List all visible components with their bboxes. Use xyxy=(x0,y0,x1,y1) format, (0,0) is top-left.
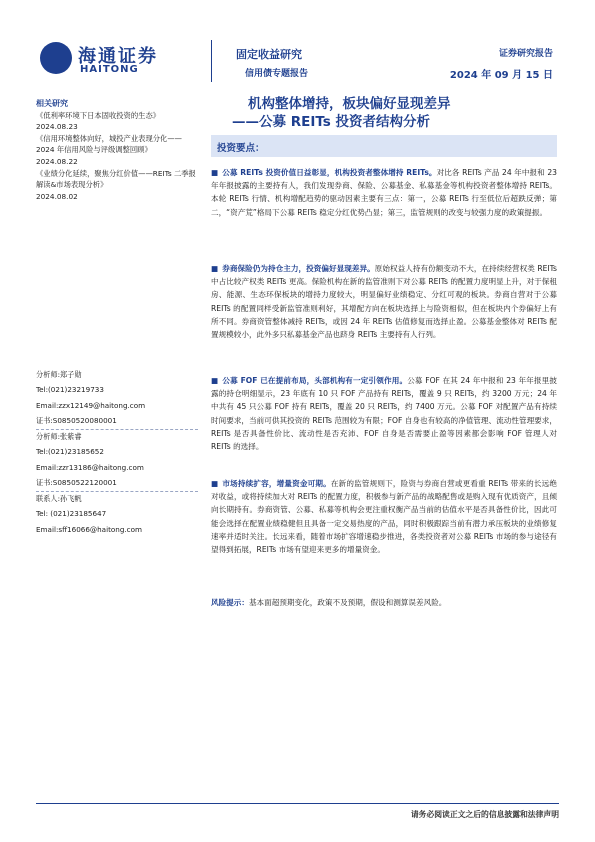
report-title: 机构整体增持，板块偏好显现差异 xyxy=(248,96,451,112)
key-points-label: 投资要点： xyxy=(217,143,265,154)
risk-text: 基本面超预期变化，政策不及预期，假设和测算误差风险。 xyxy=(248,598,447,607)
related-research xyxy=(36,98,198,202)
related-item-title: 《业绩分化延续，聚焦分红价值——REITs 二季报解读&市场表现分析》 xyxy=(36,168,196,190)
footer-rule xyxy=(36,803,559,804)
logo-name-en: HAITONG xyxy=(80,64,139,75)
analyst-block xyxy=(36,429,198,491)
analyst-email[interactable]: Email:zzr13186@haitong.com xyxy=(36,462,144,472)
logo-name-cn: 海通证券 xyxy=(78,46,158,67)
related-item-title: 《低利率环境下日本固收投资的生态》 xyxy=(36,110,161,120)
report-subcategory: 信用债专题报告 xyxy=(245,69,309,79)
related-item-date: 2024.08.22 xyxy=(36,156,78,166)
related-item[interactable] xyxy=(36,168,198,203)
related-research-heading: 相关研究 xyxy=(36,99,68,108)
analyst-email[interactable]: Email:zzx12149@haitong.com xyxy=(36,400,146,410)
related-item[interactable] xyxy=(36,110,198,133)
report-category: 固定收益研究 xyxy=(236,48,302,61)
key-point-paragraph xyxy=(211,374,557,453)
report-type: 证券研究报告 xyxy=(498,49,553,59)
analyst-block xyxy=(36,367,198,429)
analyst-cert: 证书:S0850522120001 xyxy=(36,478,117,488)
risk-label: 风险提示： xyxy=(211,598,249,607)
report-date: 2024 年 09 月 15 日 xyxy=(449,70,553,81)
bullet-icon: ■ xyxy=(211,376,219,385)
bullet-icon: ■ xyxy=(211,479,219,488)
related-item-date: 2024.08.02 xyxy=(36,191,78,201)
analyst-name: 分析师:郑子勋 xyxy=(36,370,82,379)
footer-disclaimer: 请务必阅读正文之后的信息披露和法律声明 xyxy=(410,810,559,819)
analyst-block xyxy=(36,491,198,537)
related-item-date: 2024.08.23 xyxy=(36,122,78,132)
analyst-tel: Tel:(021)23219733 xyxy=(36,385,104,395)
analyst-email[interactable]: Email:sff16066@haitong.com xyxy=(36,524,143,534)
related-item-title: 《信用环境整体向好，城投产业表现分化——2024 年信用风险与评级调整回顾》 xyxy=(36,133,182,155)
analyst-tel: Tel:(021)23185652 xyxy=(36,447,104,457)
bullet-icon: ■ xyxy=(211,264,219,273)
key-point-lead: 市场持续扩容，增量资金可期。 xyxy=(222,479,331,488)
risk-warning xyxy=(211,597,446,608)
key-point-text: 原始权益人持有份额变动不大，在持续经营权类 REITs 中占比较产权类 REITs 更高。保险机构在新的监管准则下对公募 REITs 的配置力度明显上升，对于保租房、能源、生态环保板块的增持力度较大，明显偏好业绩稳定、分红可观的板块。券商自营对于公募 REITs 的配置同样受新监管准则利好，其增配方向在板块选择上与险资相似，但在板块内个券偏好上有所不同。券商资管整体减持 REITs，或因 24 年 REITs 估值修复而选择止盈。公募基金整体对 REITs 配置规模较小，此外多只私募基金产品也跻身 REITs 主要持有人行列。 xyxy=(211,264,558,340)
analyst-cert: 证书:S0850520080001 xyxy=(36,416,117,426)
analyst-tel: Tel: (021)23185647 xyxy=(36,509,107,519)
key-point-paragraph xyxy=(211,166,557,219)
analyst-name: 分析师:张紫睿 xyxy=(36,432,82,441)
key-point-paragraph xyxy=(211,262,557,341)
key-point-lead: 公募 FOF 已在提前布局，头部机构有一定引领作用。 xyxy=(222,376,408,385)
key-point-text: 公募 FOF 在其 24 年中报和 23 年年报里披露的持仓明细显示，23 年底有 10 只 FOF 产品持有 REITs，覆盖 9 只 REITs，约 3200 万元；24 年中共有 45 只公募 FOF 持有 REITs，覆盖 20 只 REITs，约 7400 万元。公募 FOF 对配置产品有持续时间要求，当前可供其投资的 REITs 范围较为有限；FOF 自身也有较高的净值管理、流动性管理要求，REITs 是否具备性价比、流动性是否充沛、FOF 自身是否需要止盈等因素都会影响 FOF 管理人对 REITs 的选择。 xyxy=(211,376,557,452)
key-point-lead: 券商保险仍为持仓主力，投资偏好显现差异。 xyxy=(222,264,375,273)
report-subtitle: ——公募 REITs 投资者结构分析 xyxy=(232,114,430,130)
key-point-lead: 公募 REITs 投资价值日益彰显，机构投资者整体增持 REITs。 xyxy=(222,168,437,177)
header-divider xyxy=(211,40,212,82)
key-point-text: 在新的监管规则下，险资与券商自营或更看重 REITs 带来的长远绝对收益，或将持续加大对 REITs 的配置力度，积极参与新产品的战略配售或是购入现有优质资产，且倾向长期持有。券商资管、公募、私募等机构会更注重权衡产品当前的估值水平是否具备性价比，因此可能会选择在配置业绩稳健但且具备一定交易热度的产品，同时积极跟踪当前有潜力承压板块的业绩修复速率并适时关注。长远来看，随着市场扩容增速稳步推进，各类投资者对公募 REITs 市场的参与途径有望得到拓展，REITs 市场有望迎来更多的增量资金。 xyxy=(211,479,558,555)
haitong-logo-icon xyxy=(40,42,72,74)
related-item[interactable] xyxy=(36,133,198,168)
key-point-text: 对比各 REITs 产品 24 年中报和 23 年年报披露的主要持有人，我们发现券商、保险、公募基金、私募基金等机构投资者整体增持 REITs。本轮 REITs 行情、机构增配趋势的驱动因素主要有三点：第一，公募 REITs 行至低位后超跌反弹；第二，“资产荒”格局下公募 REITs 稳定分红优势凸显；第三，监管规则的改变与较强力度的政策提振。 xyxy=(211,168,557,217)
analyst-name: 联系人:孙飞帆 xyxy=(36,494,82,503)
key-point-paragraph xyxy=(211,477,557,556)
bullet-icon: ■ xyxy=(211,168,219,177)
